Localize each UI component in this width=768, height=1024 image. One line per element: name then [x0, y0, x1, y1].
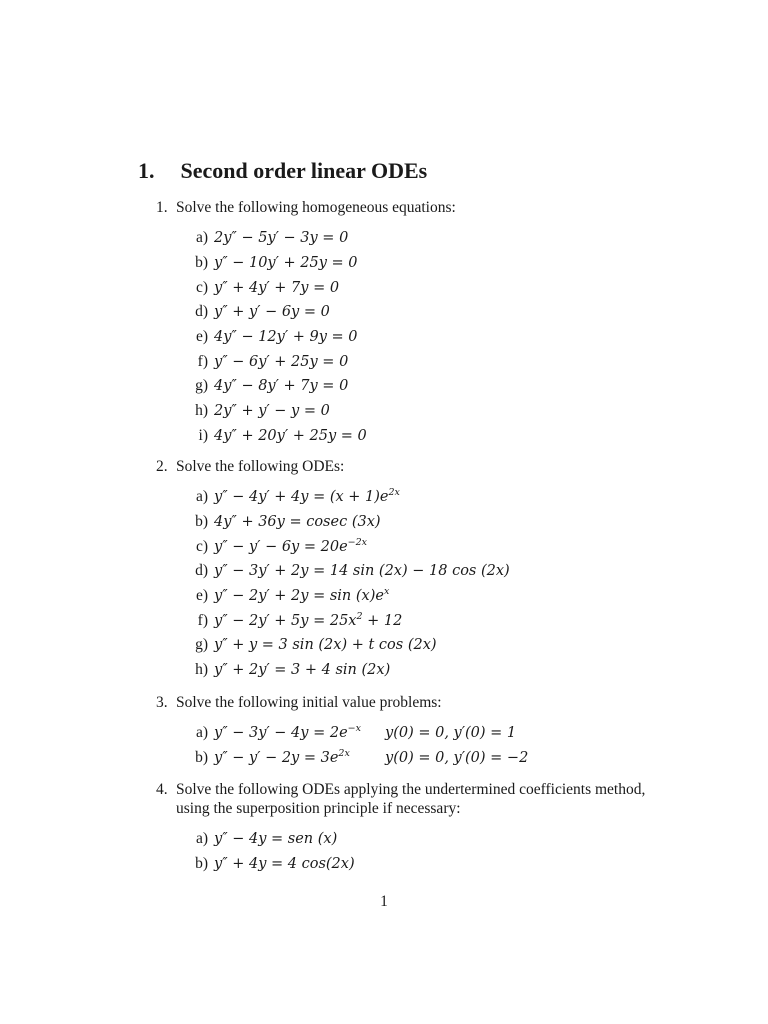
exponent: x	[383, 586, 390, 598]
list-item	[186, 827, 355, 852]
equation	[214, 536, 368, 555]
item-label: a)	[195, 488, 208, 506]
section-heading	[138, 158, 427, 184]
list-item	[186, 608, 510, 633]
problem-2	[156, 457, 656, 476]
equation-body: y″ − 2y′ + 2y = sin (x)e	[214, 588, 384, 605]
equation	[214, 489, 400, 505]
problem-text: Solve the following ODEs applying the undertermined coefficients method, using the superposition principle if necessary:	[176, 781, 646, 817]
exponent: 2	[356, 610, 363, 622]
equation-body: y″ − 2y′ + 5y = 25x	[214, 612, 357, 629]
equation-body: y″ − 3y′ − 4y = 2e	[214, 725, 348, 742]
equation-body: y″ − y′ − 6y = 20e	[214, 538, 348, 555]
equation	[214, 610, 403, 629]
list-item	[186, 658, 510, 683]
problem-number: 1.	[156, 199, 168, 216]
list-item	[186, 424, 367, 449]
list-item	[186, 300, 367, 325]
list-item	[186, 534, 510, 559]
equation: 4y″ − 12y′ + 9y = 0	[214, 329, 358, 346]
equation: y″ + 4y′ + 7y = 0	[214, 279, 340, 296]
equation-body: y″ − 4y′ + 4y = (x + 1)e	[214, 489, 389, 506]
problem-2-items	[186, 485, 510, 683]
item-label: g)	[195, 377, 208, 395]
item-label: a)	[195, 830, 208, 848]
item-label: f)	[197, 611, 208, 629]
item-label: h)	[195, 661, 208, 679]
equation: y″ + y = 3 sin (2x) + t cos (2x)	[214, 637, 437, 654]
equation	[214, 588, 389, 604]
list-item	[186, 226, 367, 251]
equation: y″ + 2y′ = 3 + 4 sin (2x)	[214, 662, 391, 679]
page-number: 1	[380, 893, 388, 910]
item-label: b)	[195, 254, 208, 272]
problem-1	[156, 198, 656, 217]
list-item	[186, 584, 510, 609]
item-label: g)	[195, 636, 208, 654]
exponent: 2x	[388, 487, 400, 499]
list-item	[186, 251, 367, 276]
exponent: 2x	[338, 748, 350, 760]
equation: 2y″ − 5y′ − 3y = 0	[214, 230, 349, 247]
problem-4-items	[186, 827, 355, 876]
item-label: a)	[195, 724, 208, 742]
list-item	[186, 485, 510, 510]
equation-body: y″ − y′ − 2y = 3e	[214, 750, 339, 767]
list-item	[186, 325, 367, 350]
problem-text: Solve the following ODEs:	[176, 458, 345, 475]
problem-1-items	[186, 226, 367, 448]
problem-number: 2.	[156, 458, 168, 475]
initial-conditions: y(0) = 0, y′(0) = −2	[385, 750, 529, 767]
item-label: b)	[195, 513, 208, 531]
problem-4	[156, 780, 651, 818]
exponent: −x	[347, 723, 361, 735]
problem-number: 4.	[156, 781, 168, 798]
item-label: e)	[195, 328, 208, 346]
problem-3	[156, 693, 656, 712]
equation: y″ − 6y′ + 25y = 0	[214, 353, 349, 370]
equation: 2y″ + y′ − y = 0	[214, 403, 330, 420]
equation-tail: + 12	[362, 612, 403, 629]
list-item	[186, 633, 510, 658]
item-label: b)	[195, 855, 208, 873]
equation: 4y″ + 36y = cosec (3x)	[214, 514, 381, 531]
item-label: d)	[195, 303, 208, 321]
equation: 4y″ − 8y′ + 7y = 0	[214, 378, 349, 395]
item-label: a)	[195, 229, 208, 247]
equation: 4y″ + 20y′ + 25y = 0	[214, 427, 367, 444]
equation: y″ − 3y′ + 2y = 14 sin (2x) − 18 cos (2x)	[214, 563, 510, 580]
exponent: −2x	[347, 536, 368, 548]
list-item	[186, 559, 510, 584]
list-item	[186, 349, 367, 374]
list-item	[186, 275, 367, 300]
item-label: i)	[198, 426, 208, 444]
item-label: e)	[195, 587, 208, 605]
list-item	[186, 721, 606, 746]
item-label: c)	[195, 537, 208, 555]
list-item	[186, 510, 510, 535]
section-number: 1.	[138, 158, 155, 183]
list-item	[186, 374, 367, 399]
initial-conditions: y(0) = 0, y′(0) = 1	[385, 725, 517, 742]
equation: y″ − 10y′ + 25y = 0	[214, 255, 358, 272]
section-title: Second order linear ODEs	[180, 158, 428, 183]
item-label: f)	[197, 352, 208, 370]
equation	[214, 725, 361, 741]
list-item	[186, 852, 355, 877]
item-label: d)	[195, 562, 208, 580]
equation	[214, 750, 350, 766]
item-label: c)	[195, 278, 208, 296]
problem-text: Solve the following initial value problems:	[176, 694, 442, 711]
problem-3-items	[186, 721, 606, 770]
problem-text: Solve the following homogeneous equations:	[176, 199, 456, 216]
equation: y″ + y′ − 6y = 0	[214, 304, 330, 321]
list-item	[186, 746, 606, 771]
item-label: b)	[195, 749, 208, 767]
equation: y″ − 4y = sen (x)	[214, 831, 338, 848]
list-item	[186, 399, 367, 424]
problem-number: 3.	[156, 694, 168, 711]
item-label: h)	[195, 402, 208, 420]
equation: y″ + 4y = 4 cos(2x)	[214, 856, 355, 873]
